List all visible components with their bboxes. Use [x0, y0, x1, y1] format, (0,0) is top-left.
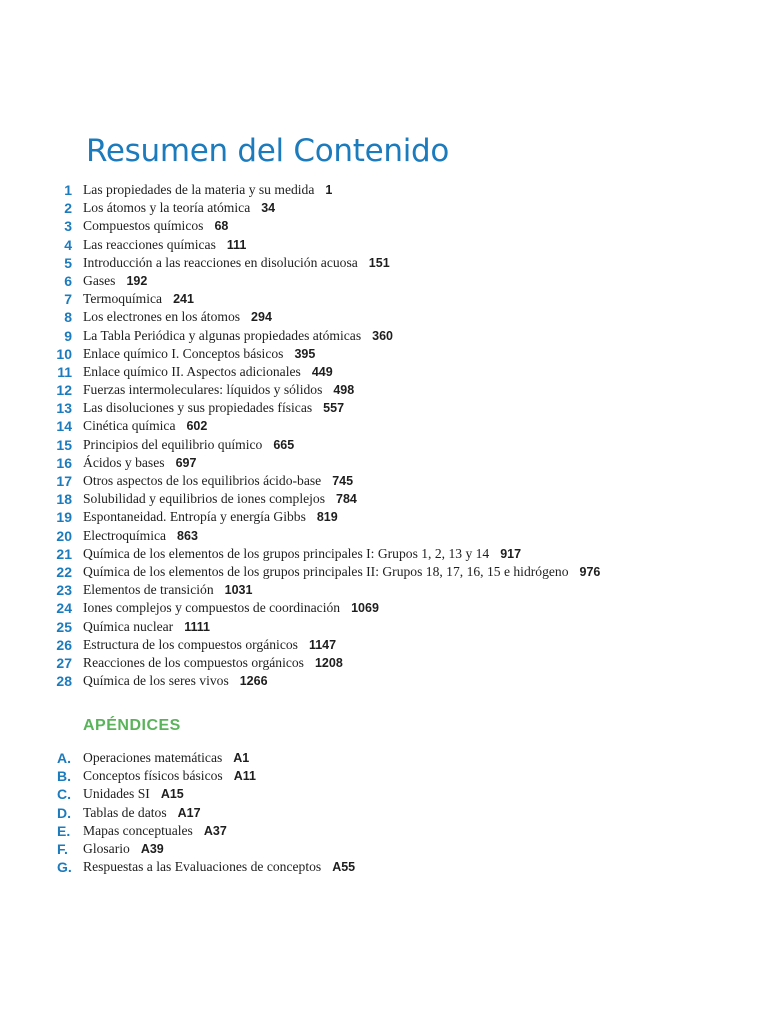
appendix-entry	[0, 785, 768, 803]
chapter-number: 13	[56, 400, 72, 417]
appendix-page: A37	[203, 823, 227, 838]
appendix-title-line	[83, 749, 249, 767]
chapter-page: 1111	[184, 619, 210, 634]
chapter-title: Fuerzas intermoleculares: líquidos y sólidos	[83, 382, 323, 398]
chapter-title: Estructura de los compuestos orgánicos	[83, 636, 298, 652]
chapter-title: Compuestos químicos	[83, 218, 204, 234]
chapter-title-line	[83, 290, 194, 308]
appendix-letter: A.	[57, 750, 71, 766]
chapter-entry	[0, 417, 768, 435]
chapter-title-line	[83, 345, 315, 363]
chapter-number: 20	[56, 527, 72, 544]
appendix-title-line	[83, 767, 256, 785]
chapter-title: Principios del equilibrio químico	[83, 436, 263, 452]
chapter-title: Las disoluciones y sus propiedades físicas	[83, 400, 313, 416]
appendix-entry	[0, 767, 768, 785]
chapter-number: 14	[56, 418, 72, 435]
chapter-entry	[0, 508, 768, 526]
chapter-page: 1	[325, 183, 333, 197]
chapter-entry	[0, 563, 768, 581]
chapter-number: 7	[64, 291, 72, 308]
chapter-title-line	[83, 490, 357, 508]
chapter-entry	[0, 308, 768, 326]
appendix-entry	[0, 858, 768, 876]
chapter-entry	[0, 654, 768, 672]
chapter-title: Cinética química	[83, 418, 176, 434]
chapter-page: 294	[251, 310, 272, 325]
chapter-title: Los átomos y la teoría atómica	[83, 200, 251, 216]
chapter-title-line	[83, 672, 268, 690]
appendix-title: Unidades SI	[83, 786, 150, 802]
appendix-title-line	[83, 858, 355, 876]
appendix-title-line	[83, 785, 184, 803]
chapter-number: 3	[64, 218, 72, 235]
appendix-title-line	[83, 804, 201, 822]
chapter-number: 6	[64, 272, 72, 289]
chapter-title: Solubilidad y equilibrios de iones complejos	[83, 491, 326, 507]
chapter-entry	[0, 672, 768, 690]
chapter-number: 9	[64, 327, 72, 344]
chapter-title-line	[83, 363, 333, 381]
chapter-title: Las reacciones químicas	[83, 236, 216, 252]
chapter-title-line	[83, 545, 521, 563]
chapter-number: 8	[64, 309, 72, 326]
chapter-entry	[0, 272, 768, 290]
chapter-page: 819	[316, 510, 338, 525]
chapter-title-line	[83, 236, 246, 254]
chapter-number: 26	[56, 636, 72, 653]
chapter-title-line	[83, 508, 338, 526]
appendix-title-line	[83, 840, 164, 858]
appendix-title: Respuestas a las Evaluaciones de conceptos	[83, 859, 322, 875]
chapter-number: 1	[64, 182, 72, 198]
chapter-page: 1069	[351, 601, 379, 616]
chapter-page: 863	[177, 528, 198, 543]
chapter-entry	[0, 363, 768, 381]
chapter-entry	[0, 254, 768, 272]
chapter-title-line	[83, 654, 343, 672]
chapter-number: 18	[56, 491, 72, 508]
chapter-page: 151	[368, 255, 390, 270]
appendix-letter: D.	[57, 804, 71, 821]
chapter-entry	[0, 636, 768, 654]
chapter-number: 22	[56, 563, 72, 580]
chapter-title: Química de los elementos de los grupos principales II: Grupos 18, 17, 16, 15 e hidrógeno	[83, 563, 569, 579]
chapter-title: Los electrones en los átomos	[83, 309, 241, 325]
chapter-page: 1266	[239, 674, 268, 689]
appendix-letter: F.	[57, 840, 68, 857]
chapter-title: Electroquímica	[83, 527, 167, 543]
chapter-entry	[0, 618, 768, 636]
chapter-page: 68	[214, 219, 229, 234]
appendix-page: A55	[332, 860, 356, 875]
chapter-title-line	[83, 199, 275, 217]
chapter-entry	[0, 581, 768, 599]
chapter-page: 1147	[308, 637, 337, 652]
chapter-entry	[0, 490, 768, 508]
chapter-number: 5	[64, 254, 72, 271]
appendix-title-line	[83, 822, 227, 840]
chapter-title: Elementos de transición	[83, 582, 214, 598]
appendix-letter: G.	[57, 859, 72, 876]
chapter-title-line	[83, 581, 252, 599]
chapter-entry	[0, 472, 768, 490]
chapter-title: Química de los elementos de los grupos principales I: Grupos 1, 2, 13 y 14	[83, 545, 490, 561]
appendix-title: Tablas de datos	[83, 804, 167, 820]
chapter-title: Reacciones de los compuestos orgánicos	[83, 654, 304, 670]
chapter-title-line	[83, 454, 196, 472]
appendix-entry	[0, 822, 768, 840]
chapter-page: 111	[226, 237, 247, 252]
chapter-entry	[0, 327, 768, 345]
appendix-page: A17	[177, 805, 201, 820]
chapter-title: Enlace químico I. Conceptos básicos	[83, 345, 284, 361]
chapter-entry	[0, 381, 768, 399]
chapter-number: 19	[56, 509, 72, 526]
chapter-entry	[0, 236, 768, 254]
appendix-letter: C.	[57, 786, 71, 803]
chapter-entry	[0, 399, 768, 417]
appendices-heading: APÉNDICES	[83, 717, 181, 734]
chapter-title-line	[83, 618, 210, 636]
chapter-title: Enlace químico II. Aspectos adicionales	[83, 363, 301, 379]
chapter-entry	[0, 454, 768, 472]
page-title: Resumen del Contenido	[86, 132, 450, 169]
chapter-page: 917	[500, 546, 522, 561]
chapter-title: Gases	[83, 272, 116, 288]
appendix-letter: B.	[57, 768, 71, 785]
chapter-page: 602	[186, 419, 208, 434]
chapter-page: 697	[175, 455, 197, 470]
appendix-title: Operaciones matemáticas	[83, 750, 223, 765]
chapter-page: 976	[579, 564, 601, 579]
chapter-title: Espontaneidad. Entropía y energía Gibbs	[83, 509, 306, 525]
chapter-number: 25	[56, 618, 72, 635]
chapter-entry	[0, 217, 768, 235]
chapter-page: 1208	[314, 655, 343, 670]
chapter-title-line	[83, 308, 272, 326]
chapter-number: 28	[56, 673, 72, 690]
chapter-page: 360	[372, 328, 393, 343]
chapter-entry	[0, 527, 768, 545]
chapter-page: 745	[332, 474, 354, 488]
appendix-entry	[0, 840, 768, 858]
chapter-entry	[0, 545, 768, 563]
chapter-entry	[0, 599, 768, 617]
appendix-page: A15	[160, 787, 184, 802]
chapter-title: Química de los seres vivos	[83, 673, 229, 689]
chapter-title-line	[83, 272, 147, 290]
chapter-title-line	[83, 417, 207, 435]
chapter-page: 241	[173, 292, 194, 307]
chapter-title: Ácidos y bases	[83, 454, 165, 470]
appendix-page: A1	[233, 751, 250, 765]
chapter-number: 4	[64, 236, 72, 253]
chapter-number: 17	[56, 473, 72, 489]
chapter-page: 449	[311, 364, 333, 379]
chapter-title: Otros aspectos de los equilibrios ácido-base	[83, 473, 322, 488]
chapter-title-line	[83, 217, 228, 235]
chapter-title-line	[83, 563, 600, 581]
chapter-number: 21	[56, 545, 72, 562]
chapter-page: 1031	[224, 583, 253, 598]
appendix-page: A11	[233, 769, 256, 784]
chapter-entry	[0, 436, 768, 454]
chapter-entry	[0, 290, 768, 308]
appendix-list	[0, 749, 768, 876]
appendix-title: Conceptos físicos básicos	[83, 768, 223, 784]
chapter-title-line	[83, 381, 354, 399]
chapter-page: 192	[126, 273, 148, 288]
chapter-page: 498	[333, 383, 355, 398]
chapter-entry	[0, 181, 768, 199]
chapter-page: 665	[273, 437, 295, 452]
chapter-page: 784	[336, 492, 357, 507]
appendix-entry	[0, 804, 768, 822]
appendix-letter: E.	[57, 822, 71, 839]
chapter-page: 395	[294, 346, 316, 361]
chapter-entry	[0, 199, 768, 217]
appendix-title: Glosario	[83, 840, 130, 856]
chapter-page: 34	[261, 201, 276, 216]
chapter-title-line	[83, 254, 390, 272]
chapter-number: 15	[56, 436, 72, 453]
chapter-title: Química nuclear	[83, 618, 174, 634]
appendix-title: Mapas conceptuales	[83, 822, 193, 838]
chapter-title-line	[83, 436, 294, 454]
chapter-number: 23	[56, 582, 72, 599]
appendix-page: A39	[140, 841, 164, 856]
chapter-title-line	[83, 636, 336, 654]
chapter-entry	[0, 345, 768, 363]
chapter-number: 2	[64, 200, 72, 217]
chapter-title-line	[83, 472, 353, 490]
chapter-title: Iones complejos y compuestos de coordinación	[83, 600, 341, 616]
chapter-title-line	[83, 327, 393, 345]
chapter-title: Termoquímica	[83, 291, 163, 307]
chapter-number: 16	[56, 454, 72, 471]
chapter-number: 27	[56, 654, 72, 671]
chapter-title: Las propiedades de la materia y su medida	[83, 182, 315, 197]
chapter-title-line	[83, 181, 332, 199]
chapter-title: La Tabla Periódica y algunas propiedades atómicas	[83, 327, 362, 343]
chapter-list	[0, 181, 768, 690]
chapter-title-line	[83, 399, 344, 417]
chapter-title-line	[83, 527, 198, 545]
chapter-title: Introducción a las reacciones en disolución acuosa	[83, 254, 358, 270]
chapter-title-line	[83, 599, 379, 617]
chapter-page: 557	[323, 401, 345, 416]
chapter-number: 24	[56, 600, 72, 617]
chapter-number: 10	[56, 345, 72, 362]
chapter-number: 11	[57, 363, 72, 380]
chapter-number: 12	[56, 382, 72, 399]
appendix-entry	[0, 749, 768, 767]
